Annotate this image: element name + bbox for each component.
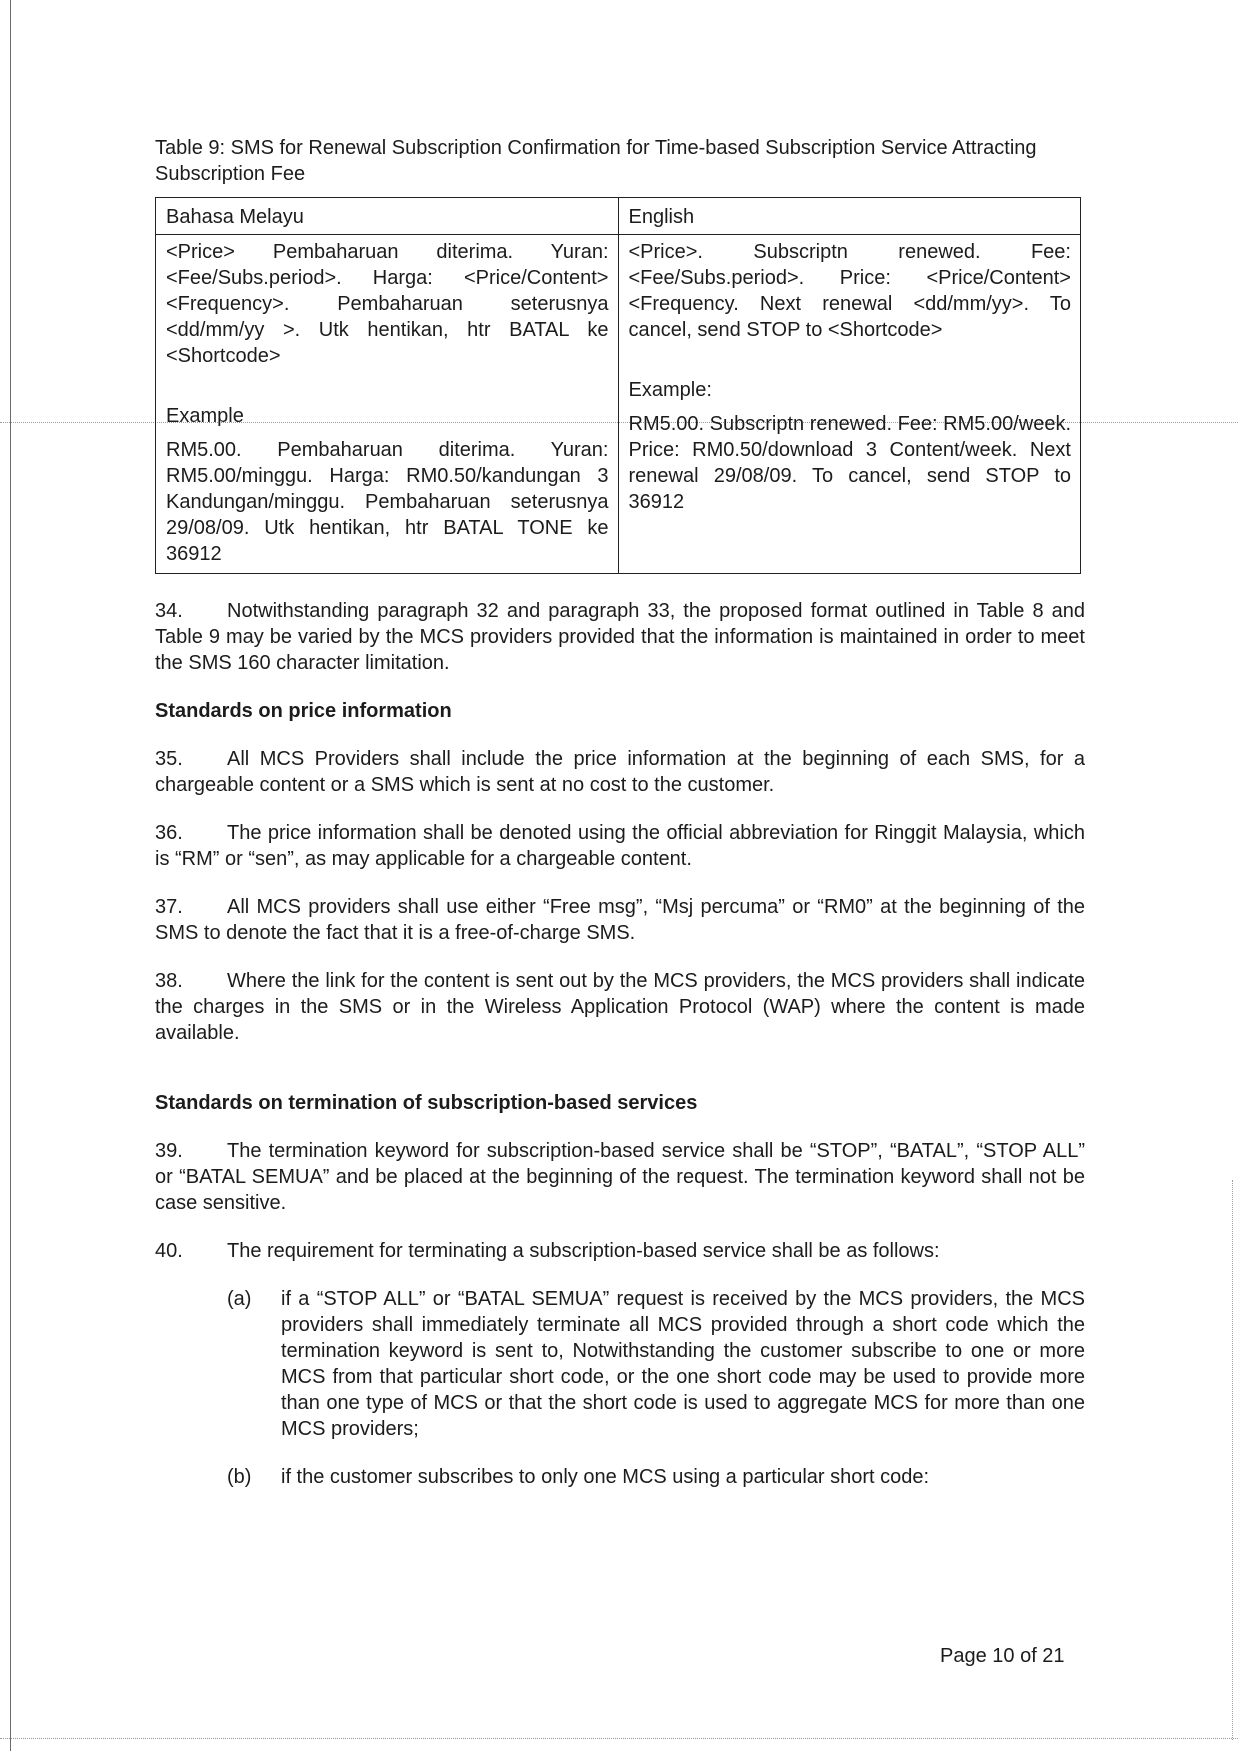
paragraph-text: The requirement for terminating a subscription-based service shall be as follows: — [227, 1240, 940, 1262]
list-item-b — [155, 1464, 1085, 1490]
paragraph-number: 36. — [155, 822, 183, 844]
section-heading-termination: Standards on termination of subscription-based services — [155, 1092, 698, 1114]
paragraph-39 — [155, 1138, 1085, 1216]
header-bahasa-melayu: Bahasa Melayu — [156, 198, 619, 235]
list-item-a — [155, 1286, 1085, 1442]
paragraph-40 — [155, 1238, 1085, 1264]
paragraph-35 — [155, 746, 1085, 798]
paragraph-number: 39. — [155, 1140, 183, 1162]
scan-edge-bottom — [0, 1738, 1238, 1739]
format-english-cell — [618, 235, 1081, 574]
example-label-english: Example: — [628, 379, 712, 401]
paragraph-text: The termination keyword for subscription-based service shall be “STOP”, “BATAL”, “STOP ALL” or “BATAL SEMUA” and be placed at the beginning of the request. The termination keyword shall not be case sensitive. — [155, 1140, 1085, 1214]
paragraph-number: 37. — [155, 896, 183, 918]
example-label-malay: Example — [166, 405, 244, 427]
page-number: Page 10 of 21 — [940, 1645, 1065, 1667]
format-english-text: <Price>. Subscriptn renewed. Fee: <Fee/Subs.period>. Price: <Price/Content><Frequency. Next renewal <dd/mm/yy>. To cancel, send STOP to <Shortcode> — [628, 241, 1071, 341]
paragraph-34 — [155, 598, 1085, 676]
section-heading-price: Standards on price information — [155, 700, 452, 722]
paragraph-36 — [155, 820, 1085, 872]
list-item-label: (a) — [227, 1288, 252, 1310]
list-item-text: if the customer subscribes to only one MCS using a particular short code: — [281, 1466, 930, 1488]
scan-edge-left — [10, 0, 11, 1751]
table-caption: Table 9: SMS for Renewal Subscription Confirmation for Time-based Subscription Service Attracting Subscription Fee — [155, 137, 1037, 185]
header-english: English — [618, 198, 1081, 235]
document-body — [155, 135, 1085, 1490]
paragraph-number: 35. — [155, 748, 183, 770]
sms-renewal-table — [155, 197, 1081, 574]
paragraph-text: Where the link for the content is sent out by the MCS providers, the MCS providers shall indicate the charges in the SMS or in the Wireless Application Protocol (WAP) where the content is made available. — [155, 970, 1085, 1044]
paragraph-number: 34. — [155, 600, 183, 622]
list-item-text: if a “STOP ALL” or “BATAL SEMUA” request is received by the MCS providers, the MCS providers shall immediately terminate all MCS provided through a short code which the termination keyword is sent to, Notwithstanding the customer subscribe to one or more MCS from that particular short code, or the one short code may be used to provide more than one type of MCS or that the short code is used to aggregate MCS for more than one MCS providers; — [281, 1288, 1085, 1440]
paragraph-number: 38. — [155, 970, 183, 992]
example-english-text: RM5.00. Subscriptn renewed. Fee: RM5.00/week. Price: RM0.50/download 3 Content/week. Next renewal 29/08/09. To cancel, send STOP to 36912 — [628, 413, 1071, 513]
example-malay-text: RM5.00. Pembaharuan diterima. Yuran: RM5.00/minggu. Harga: RM0.50/kandungan 3 Kandungan/minggu. Pembaharuan seterusnya 29/08/09. Utk hentikan, htr BATAL TONE ke 36912 — [166, 439, 609, 565]
paragraph-text: All MCS providers shall use either “Free msg”, “Msj percuma” or “RM0” at the beginning of the SMS to denote the fact that it is a free-of-charge SMS. — [155, 896, 1085, 944]
table-header-row — [156, 198, 1081, 235]
paragraph-text: Notwithstanding paragraph 32 and paragraph 33, the proposed format outlined in Table 8 and Table 9 may be varied by the MCS providers provided that the information is maintained in order to meet the SMS 160 character limitation. — [155, 600, 1085, 674]
scan-edge-right — [1232, 1180, 1233, 1740]
format-malay-cell — [156, 235, 619, 574]
paragraph-number: 40. — [155, 1240, 183, 1262]
paragraph-38 — [155, 968, 1085, 1046]
list-item-label: (b) — [227, 1466, 252, 1488]
paragraph-text: The price information shall be denoted using the official abbreviation for Ringgit Malaysia, which is “RM” or “sen”, as may applicable for a chargeable content. — [155, 822, 1085, 870]
table-row — [156, 235, 1081, 574]
format-malay-text: <Price> Pembaharuan diterima. Yuran: <Fee/Subs.period>. Harga: <Price/Content><Frequency>. Pembaharuan seterusnya <dd/mm/yy >. Utk hentikan, htr BATAL ke <Shortcode> — [166, 241, 609, 367]
paragraph-text: All MCS Providers shall include the price information at the beginning of each SMS, for a chargeable content or a SMS which is sent at no cost to the customer. — [155, 748, 1085, 796]
paragraph-37 — [155, 894, 1085, 946]
